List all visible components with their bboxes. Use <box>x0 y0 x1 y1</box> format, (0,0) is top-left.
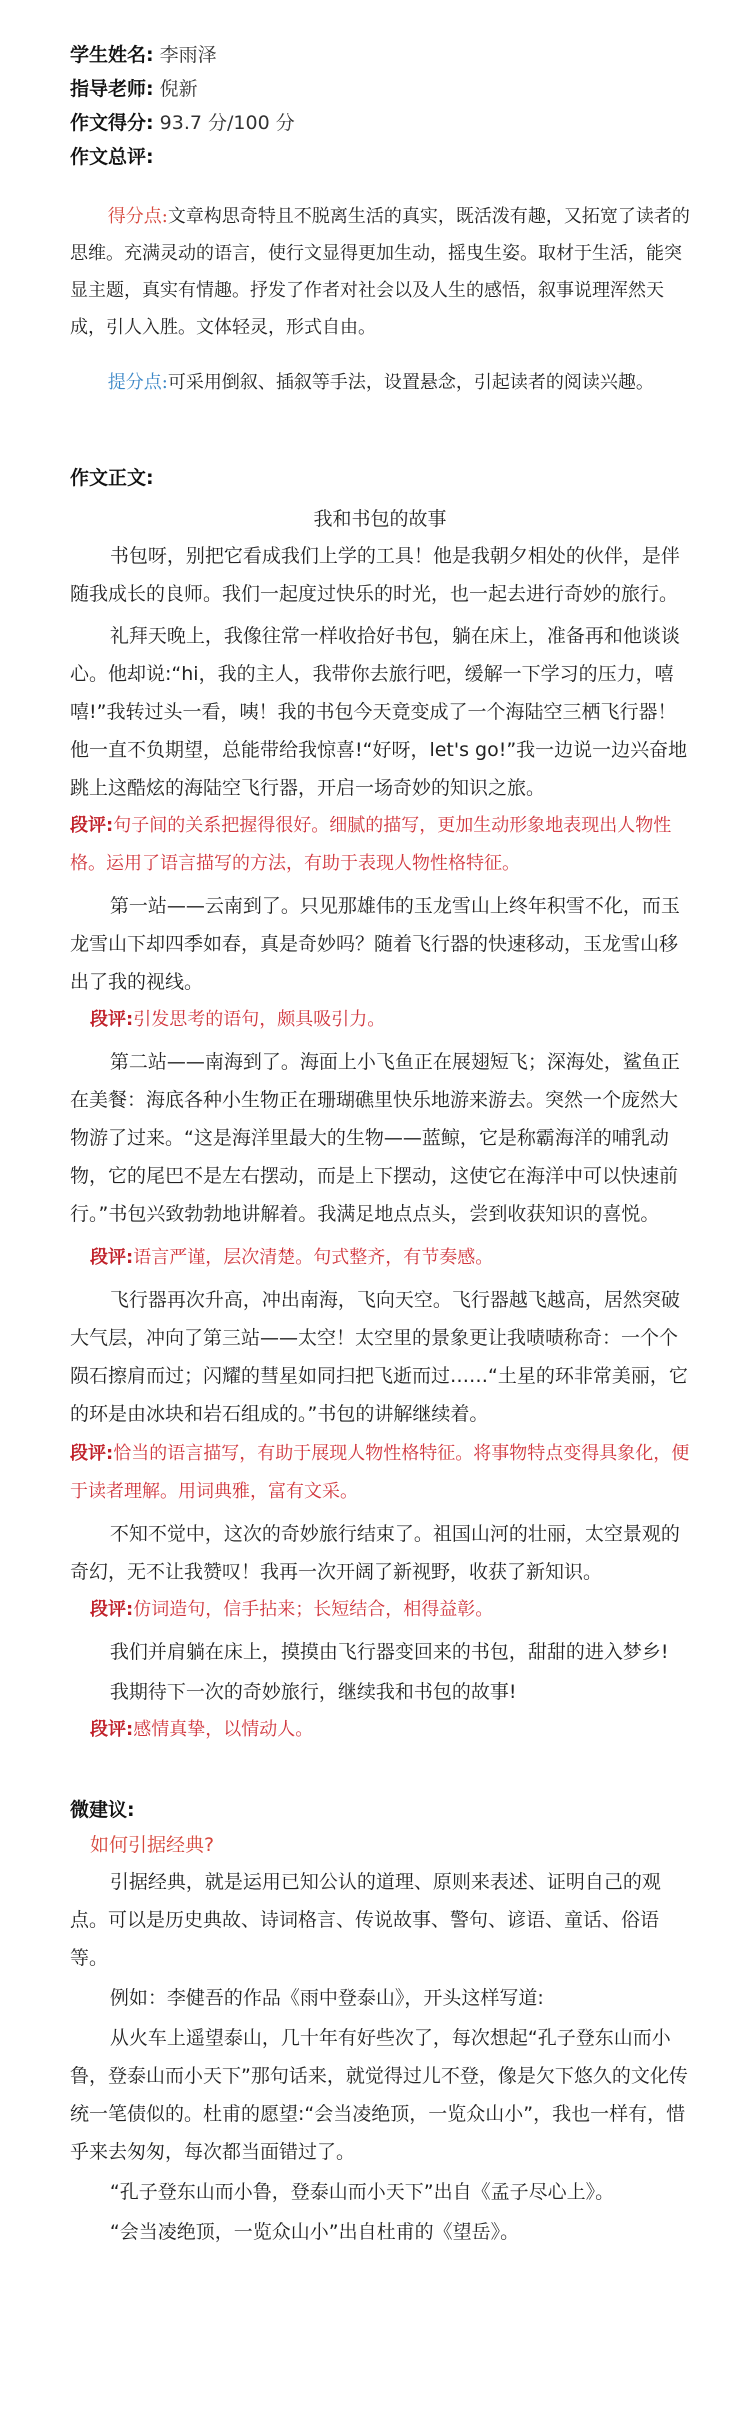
review-text: 仿词造句，信手拈来；长短结合，相得益彰。 <box>133 1599 494 1620</box>
paragraph-review-6 <box>70 1711 690 1749</box>
document-page <box>70 38 690 2251</box>
essay-paragraph-7: 我们并肩躺在床上，摸摸由飞行器变回来的书包，甜甜的进入梦乡! <box>109 1641 669 1663</box>
summary-good-paragraph <box>70 198 690 346</box>
advice-paragraph-5: “会当凌绝顶，一览众山小”出自杜甫的《望岳》。 <box>109 2221 520 2243</box>
review-label: 段评: <box>90 1247 134 1268</box>
essay-paragraph-3: 第一站——云南到了。只见那雄伟的玉龙雪山上终年积雪不化，而玉龙雪山下却四季如春，真是奇妙吗？随着飞行器的快速移动，玉龙雪山移出了我的视线。 <box>70 895 680 993</box>
good-points-text: 文章构思奇特且不脱离生活的真实，既活泼有趣，又拓宽了读者的思维。充满灵动的语言，使行文显得更加生动，摇曳生姿。取材于生活，能突显主题，真实有情趣。抒发了作者对社会以及人生的感悟，叙事说理浑然天成，引人入胜。文体轻灵，形式自由。 <box>70 206 690 338</box>
review-text: 感情真挚，以情动人。 <box>133 1719 314 1740</box>
improve-points-text: 可采用倒叙、插叙等手法，设置悬念，引起读者的阅读兴趣。 <box>167 372 654 393</box>
student-name-label: 学生姓名: <box>70 44 154 66</box>
review-label: 段评: <box>90 1599 134 1620</box>
essay-paragraph-6: 不知不觉中，这次的奇妙旅行结束了。祖国山河的壮丽，太空景观的奇幻，无不让我赞叹！我再一次开阔了新视野，收获了新知识。 <box>70 1523 680 1583</box>
teacher-row <box>70 72 690 106</box>
paragraph-review-2 <box>70 1001 690 1039</box>
comment-label: 作文总评: <box>70 146 154 168</box>
essay-heading: 作文正文: <box>70 467 154 489</box>
improve-points-label: 提分点: <box>107 372 168 393</box>
essay-title: 我和书包的故事 <box>313 508 447 530</box>
review-text: 引发思考的语句，颇具吸引力。 <box>133 1009 386 1030</box>
review-text: 语言严谨，层次清楚。句式整齐，有节奏感。 <box>133 1247 494 1268</box>
essay-paragraph-2: 礼拜天晚上，我像往常一样收拾好书包，躺在床上，准备再和他谈谈心。他却说:“hi，我的主人，我带你去旅行吧，缓解一下学习的压力，嘻嘻!”我转过头一看，咦！我的书包今天竟变成了一个海陆空三栖飞行器！他一直不负期望，总能带给我惊喜!“好呀，let's go!”我一边说一边兴奋地跳上这酷炫的海陆空飞行器，开启一场奇妙的知识之旅。 <box>70 625 688 799</box>
essay-paragraph-4: 第二站——南海到了。海面上小飞鱼正在展翅短飞；深海处，鲨鱼正在美餐：海底各种小生物正在珊瑚礁里快乐地游来游去。突然一个庞然大物游了过来。“这是海洋里最大的生物——蓝鲸，它是称霸海洋的哺乳动物，它的尾巴不是左右摆动，而是上下摆动，这使它在海洋中可以快速前行。”书包兴致勃勃地讲解着。我满足地点点头，尝到收获知识的喜悦。 <box>70 1051 680 1225</box>
student-name-row <box>70 38 690 72</box>
review-label: 段评: <box>90 1719 134 1740</box>
advice-heading: 微建议: <box>70 1799 135 1821</box>
essay-paragraph-5: 飞行器再次升高，冲出南海，飞向天空。飞行器越飞越高，居然突破大气层，冲向了第三站——太空！太空里的景象更让我啧啧称奇：一个个陨石擦肩而过；闪耀的彗星如同扫把飞逝而过……“土星的环非常美丽，它的环是由冰块和岩石组成的。”书包的讲解继续着。 <box>70 1289 688 1425</box>
advice-paragraph-3: 从火车上遥望泰山，几十年有好些次了，每次想起“孔子登东山而小鲁，登泰山而小天下”那句话来，就觉得过儿不登，像是欠下悠久的文化传统一笔债似的。杜甫的愿望:“会当凌绝顶，一览众山小”，我也一样有，惜乎来去匆匆，每次都当面错过了。 <box>70 2027 688 2163</box>
advice-question: 如何引据经典? <box>90 1834 215 1856</box>
comment-row <box>70 140 690 174</box>
essay-paragraph-8: 我期待下一次的奇妙旅行，继续我和书包的故事! <box>109 1681 517 1703</box>
review-text: 句子间的关系把握得很好。细腻的描写，更加生动形象地表现出人物性格。运用了语言描写的方法，有助于表现人物性格特征。 <box>70 815 672 874</box>
good-points-label: 得分点: <box>107 206 168 227</box>
paragraph-review-5 <box>70 1591 690 1629</box>
advice-paragraph-4: “孔子登东山而小鲁，登泰山而小天下”出自《孟子尽心上》。 <box>109 2181 615 2203</box>
advice-paragraph-2: 例如：李健吾的作品《雨中登泰山》，开头这样写道: <box>109 1987 544 2009</box>
summary-improve-paragraph <box>70 364 690 401</box>
review-label: 段评: <box>70 1443 114 1464</box>
review-label: 段评: <box>70 815 114 836</box>
score-value: 93.7 分/100 分 <box>159 112 295 134</box>
score-label: 作文得分: <box>70 112 154 134</box>
paragraph-review-3 <box>70 1239 690 1277</box>
teacher-label: 指导老师: <box>70 78 154 100</box>
advice-paragraph-1: 引据经典，就是运用已知公认的道理、原则来表述、证明自己的观点。可以是历史典故、诗词格言、传说故事、警句、谚语、童话、俗语等。 <box>70 1871 661 1969</box>
score-row <box>70 106 690 140</box>
review-text: 恰当的语言描写，有助于展现人物性格特征。将事物特点变得具象化，便于读者理解。用词典雅，富有文采。 <box>70 1443 690 1502</box>
essay-paragraph-1: 书包呀，别把它看成我们上学的工具！他是我朝夕相处的伙伴，是伴随我成长的良师。我们一起度过快乐的时光，也一起去进行奇妙的旅行。 <box>70 545 680 605</box>
review-label: 段评: <box>90 1009 134 1030</box>
paragraph-review-1 <box>70 807 690 883</box>
teacher-value: 倪新 <box>159 78 198 100</box>
paragraph-review-4 <box>70 1435 690 1511</box>
student-name-value: 李雨泽 <box>159 44 217 66</box>
